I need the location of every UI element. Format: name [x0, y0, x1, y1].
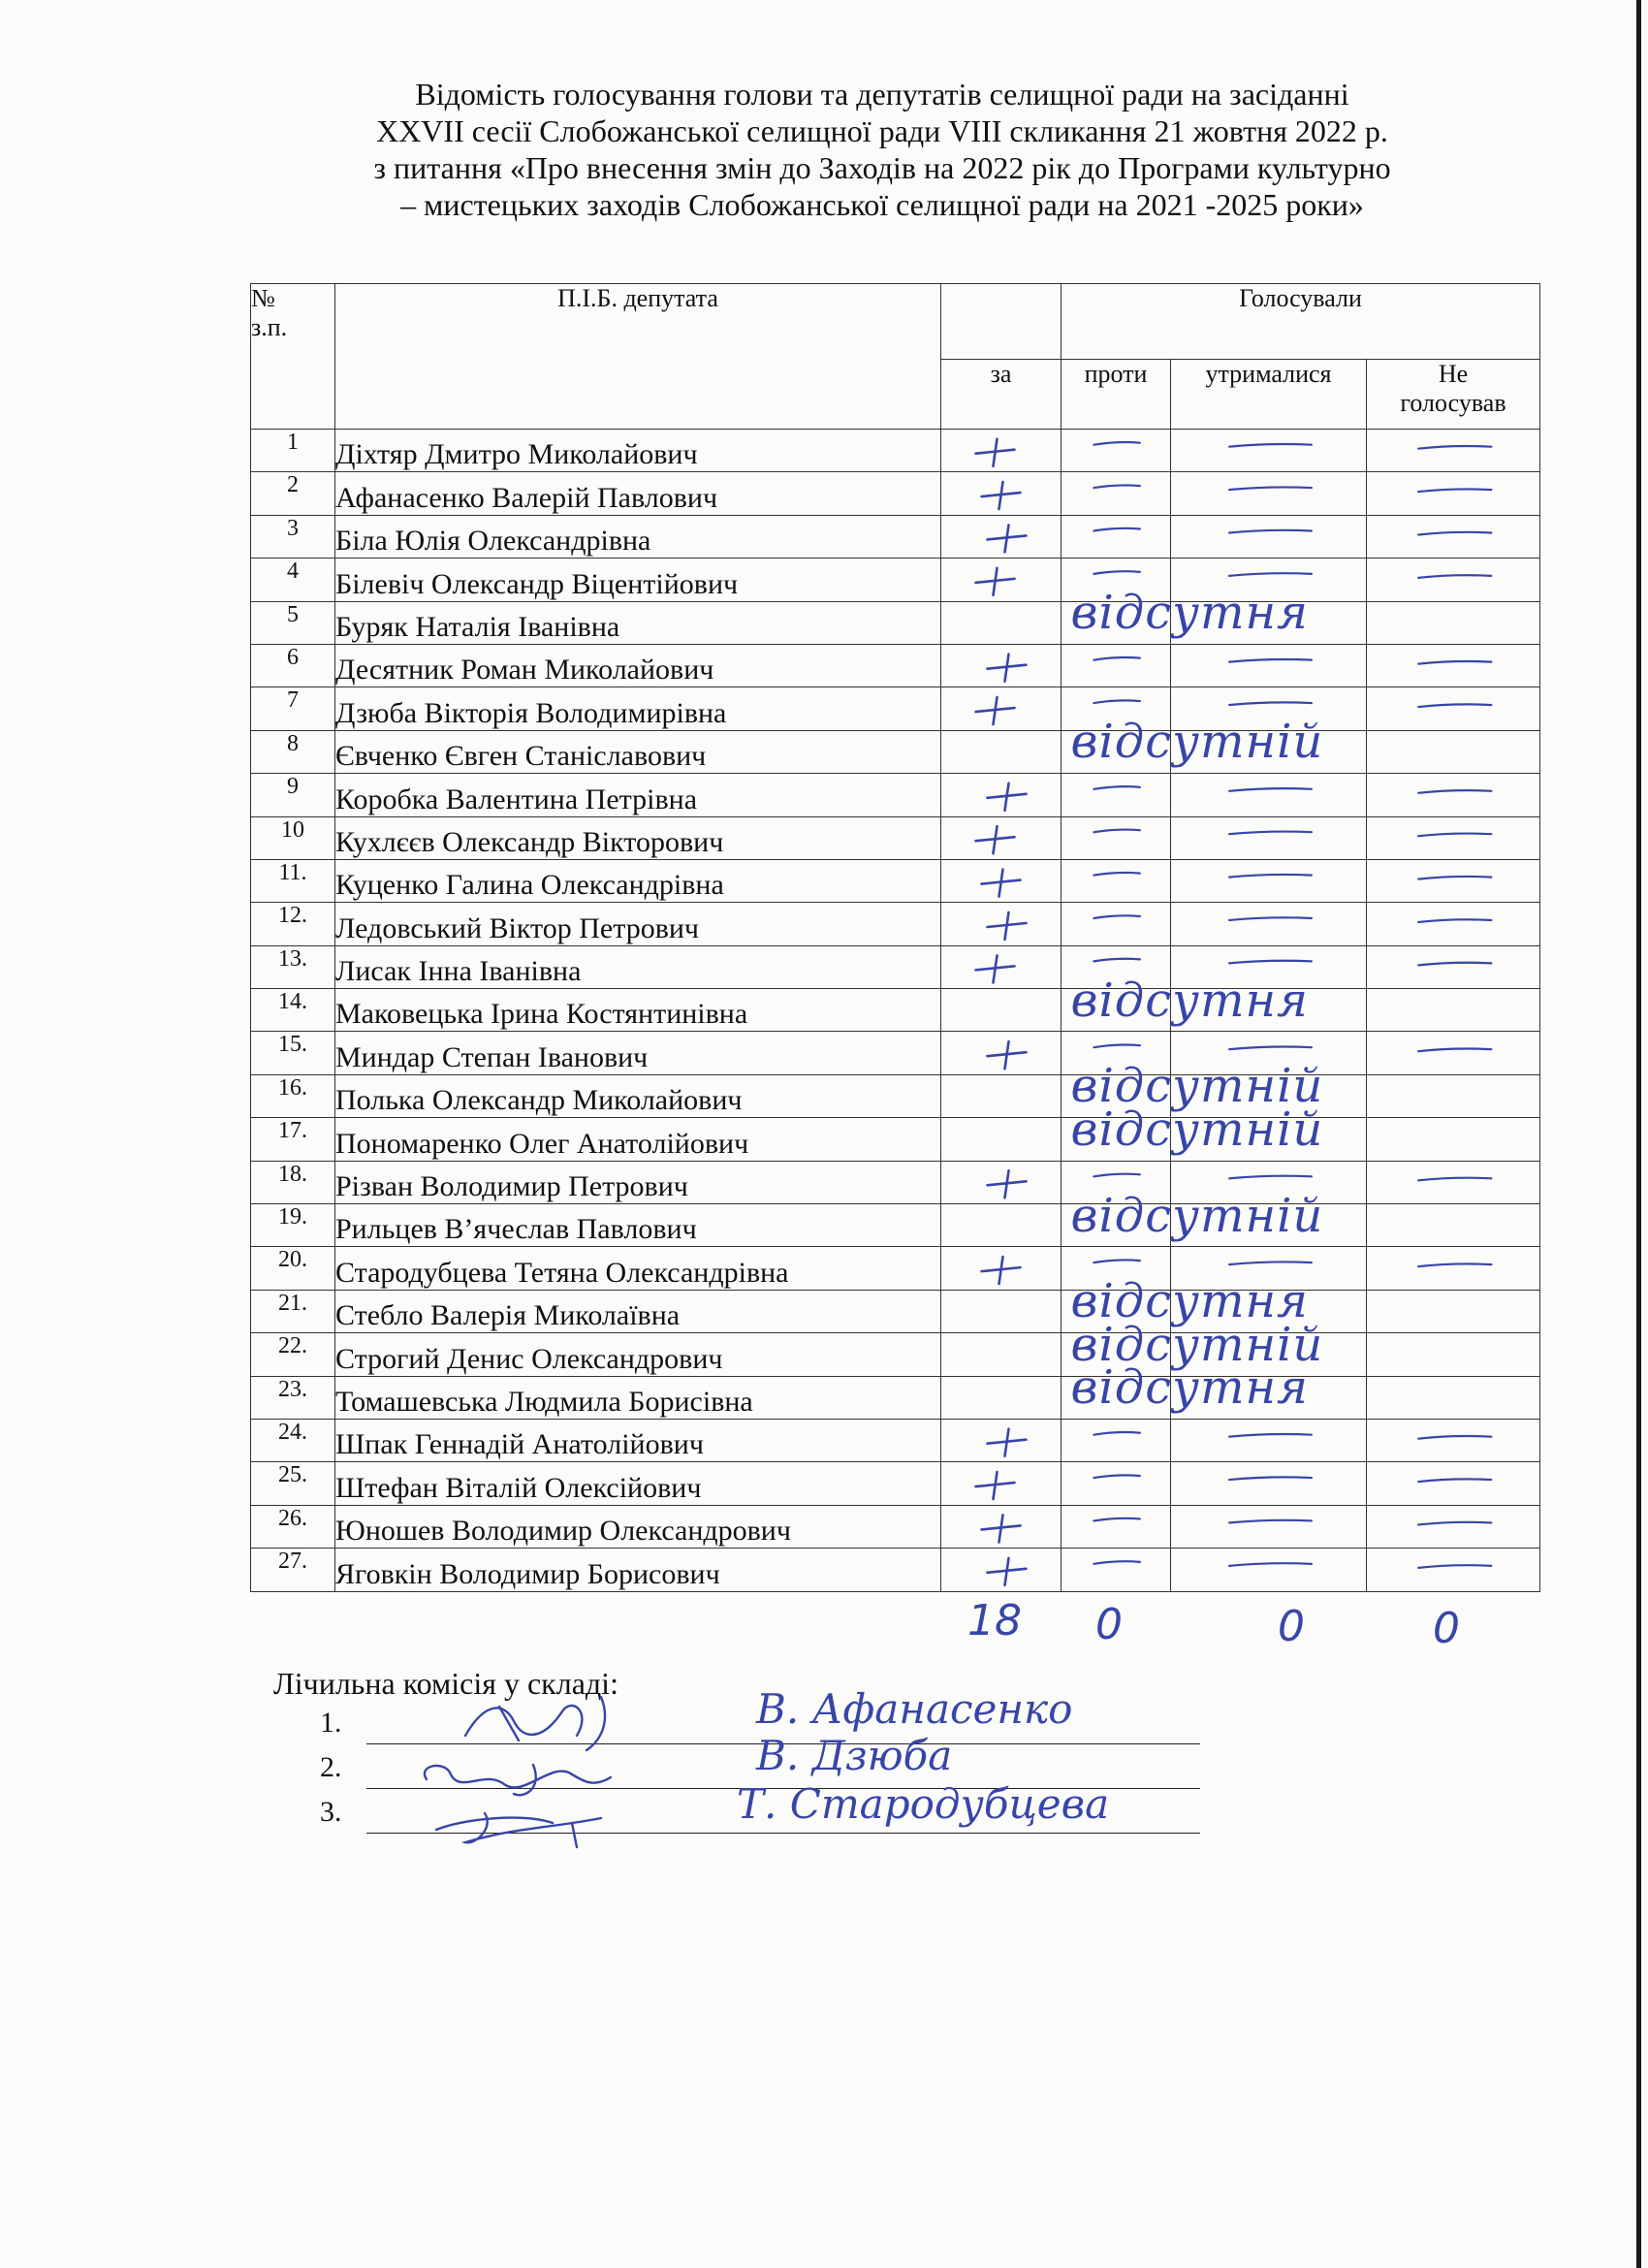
deputy-name: Маковецька Ірина Костянтинівна: [335, 989, 941, 1032]
header-name: П.І.Б. депутата: [335, 284, 941, 430]
table-row: [251, 601, 1540, 644]
vote-for-cell: [941, 730, 1062, 773]
row-number: 8: [251, 730, 335, 773]
header-number-line1: №: [251, 284, 275, 312]
row-number: 11.: [251, 859, 335, 902]
header-not-voted-line1: Не: [1438, 360, 1469, 388]
header-for: за: [941, 360, 1062, 430]
deputy-name: Шпак Геннадій Анатолійович: [335, 1419, 941, 1461]
title-line-1: Відомість голосування голови та депутатів селищної ради на засіданні: [415, 77, 1349, 112]
vote-for-cell: [941, 1074, 1062, 1117]
vote-not-voted-cell: [1367, 989, 1540, 1032]
deputy-name: Різван Володимир Петрович: [335, 1161, 941, 1203]
vote-for-cell: [941, 945, 1062, 988]
commission-name-3: Т. Стародубцева: [737, 1780, 1110, 1828]
row-number: 2: [251, 472, 335, 515]
deputy-name: Томашевська Людмила Борисівна: [335, 1376, 941, 1419]
vote-for-cell: [941, 816, 1062, 859]
deputy-name: Куценко Галина Олександрівна: [335, 859, 941, 902]
vote-not-voted-cell: [1367, 1290, 1540, 1332]
vote-not-voted-cell: [1367, 687, 1540, 730]
total-not-voted: 0: [1433, 1604, 1460, 1653]
vote-not-voted-cell: [1367, 730, 1540, 773]
vote-for-cell: [941, 989, 1062, 1032]
vote-not-voted-cell: [1367, 1032, 1540, 1074]
vote-not-voted-cell: [1367, 472, 1540, 515]
deputy-name: Біла Юлія Олександрівна: [335, 515, 941, 558]
vote-not-voted-cell: [1367, 559, 1540, 601]
vote-for-cell: [941, 1333, 1062, 1376]
row-number: 7: [251, 687, 335, 730]
table-row: [251, 644, 1540, 687]
vote-not-voted-cell: [1367, 1376, 1540, 1419]
vote-abstained-cell: [1171, 859, 1367, 902]
commission-label: Лічильна комісія у складі:: [273, 1666, 618, 1701]
row-number: 12.: [251, 903, 335, 945]
absent-note: відсутній: [1070, 715, 1324, 770]
vote-against-cell: [1062, 816, 1171, 859]
table-row: [251, 816, 1540, 859]
table-row: [251, 945, 1540, 988]
vote-abstained-cell: [1171, 472, 1367, 515]
row-number: 23.: [251, 1376, 335, 1419]
row-number: 24.: [251, 1419, 335, 1461]
row-number: 5: [251, 601, 335, 644]
commission-num-3: 3.: [320, 1796, 342, 1828]
header-abstained: утрималися: [1171, 360, 1367, 430]
total-abstained: 0: [1278, 1602, 1305, 1651]
deputy-name: Строгий Денис Олександрович: [335, 1333, 941, 1376]
absent-note: відсутній: [1070, 1059, 1324, 1114]
vote-for-cell: [941, 774, 1062, 816]
scan-edge-line: [1636, 0, 1641, 2268]
deputy-name: Яговкін Володимир Борисович: [335, 1549, 941, 1591]
vote-for-cell: [941, 1032, 1062, 1074]
row-number: 10: [251, 816, 335, 859]
deputy-name: Ледовський Віктор Петрович: [335, 903, 941, 945]
table-row: [251, 687, 1540, 730]
total-against: 0: [1095, 1600, 1123, 1649]
row-number: 21.: [251, 1290, 335, 1332]
header-against: проти: [1062, 360, 1171, 430]
vote-against-cell: [1062, 1419, 1171, 1461]
voting-table-body: [251, 430, 1540, 1592]
vote-abstained-cell: [1171, 515, 1367, 558]
deputy-name: Діхтяр Дмитро Миколайович: [335, 430, 941, 472]
vote-not-voted-cell: [1367, 515, 1540, 558]
table-row: [251, 859, 1540, 902]
total-for: 18: [967, 1596, 1022, 1645]
header-blank: [941, 284, 1062, 360]
table-row: [251, 1376, 1540, 1419]
header-number: [251, 284, 335, 430]
deputy-name: Білевіч Олександр Віцентійович: [335, 559, 941, 601]
vote-against-cell: [1062, 1462, 1171, 1505]
deputy-name: Полька Олександр Миколайович: [335, 1074, 941, 1117]
deputy-name: Дзюба Вікторія Володимирівна: [335, 687, 941, 730]
vote-abstained-cell: [1171, 903, 1367, 945]
vote-abstained-cell: [1171, 430, 1367, 472]
table-row: [251, 1118, 1540, 1161]
signature-2-stroke: [425, 1765, 611, 1795]
header-not-voted: [1367, 360, 1540, 430]
vote-for-cell: [941, 472, 1062, 515]
row-number: 17.: [251, 1118, 335, 1161]
vote-for-cell: [941, 687, 1062, 730]
vote-against-cell: [1062, 1505, 1171, 1548]
vote-for-cell: [941, 1161, 1062, 1203]
row-number: 4: [251, 559, 335, 601]
table-row: [251, 989, 1540, 1032]
vote-not-voted-cell: [1367, 816, 1540, 859]
table-row: [251, 1505, 1540, 1548]
absent-note: відсутня: [1070, 973, 1309, 1028]
vote-not-voted-cell: [1367, 1161, 1540, 1203]
vote-not-voted-cell: [1367, 601, 1540, 644]
vote-for-cell: [941, 1118, 1062, 1161]
deputy-name: Коробка Валентина Петрівна: [335, 774, 941, 816]
deputy-name: Штефан Віталій Олексійович: [335, 1462, 941, 1505]
absent-note: відсутній: [1070, 1188, 1324, 1243]
title-line-2: XXVII сесії Слобожанської селищної ради VIII скликання 21 жовтня 2022 р.: [376, 113, 1388, 148]
table-row: [251, 1032, 1540, 1074]
voting-table: [250, 283, 1540, 1592]
signature-3-stroke: [436, 1813, 601, 1847]
vote-abstained-cell: [1171, 1462, 1367, 1505]
commission-num-1: 1.: [320, 1707, 342, 1739]
deputy-name: Юношев Володимир Олександрович: [335, 1505, 941, 1548]
deputy-name: Рильцев В’ячеслав Павлович: [335, 1204, 941, 1247]
vote-for-cell: [941, 1376, 1062, 1419]
vote-for-cell: [941, 903, 1062, 945]
vote-not-voted-cell: [1367, 1549, 1540, 1591]
absent-note: відсутній: [1070, 1102, 1324, 1157]
vote-against-cell: [1062, 430, 1171, 472]
row-number: 3: [251, 515, 335, 558]
row-number: 25.: [251, 1462, 335, 1505]
vote-not-voted-cell: [1367, 1419, 1540, 1461]
title-line-3: з питання «Про внесення змін до Заходів на 2022 рік до Програми культурно: [373, 150, 1391, 185]
table-row: [251, 903, 1540, 945]
vote-abstained-cell: [1171, 816, 1367, 859]
deputy-name: Буряк Наталія Іванівна: [335, 601, 941, 644]
vote-for-cell: [941, 601, 1062, 644]
vote-not-voted-cell: [1367, 1204, 1540, 1247]
row-number: 22.: [251, 1333, 335, 1376]
vote-for-cell: [941, 430, 1062, 472]
vote-abstained-cell: [1171, 774, 1367, 816]
vote-abstained-cell: [1171, 644, 1367, 687]
vote-against-cell: [1062, 1549, 1171, 1591]
deputy-name: Євченко Євген Станіславович: [335, 730, 941, 773]
table-row: [251, 1462, 1540, 1505]
vote-for-cell: [941, 1247, 1062, 1290]
commission-name-2: В. Дзюба: [756, 1732, 953, 1779]
deputy-name: Кухлєєв Олександр Вікторович: [335, 816, 941, 859]
deputy-name: Миндар Степан Іванович: [335, 1032, 941, 1074]
vote-against-cell: [1062, 774, 1171, 816]
vote-abstained-cell: [1171, 1549, 1367, 1591]
table-row: [251, 730, 1540, 773]
vote-not-voted-cell: [1367, 1247, 1540, 1290]
vote-not-voted-cell: [1367, 1118, 1540, 1161]
vote-not-voted-cell: [1367, 774, 1540, 816]
row-number: 16.: [251, 1074, 335, 1117]
row-number: 14.: [251, 989, 335, 1032]
vote-against-cell: [1062, 515, 1171, 558]
deputy-name: Афанасенко Валерій Павлович: [335, 472, 941, 515]
table-row: [251, 472, 1540, 515]
vote-against-cell: [1062, 472, 1171, 515]
row-number: 9: [251, 774, 335, 816]
row-number: 1: [251, 430, 335, 472]
vote-for-cell: [941, 1419, 1062, 1461]
row-number: 6: [251, 644, 335, 687]
vote-abstained-cell: [1171, 1419, 1367, 1461]
vote-for-cell: [941, 559, 1062, 601]
row-number: 27.: [251, 1549, 335, 1591]
vote-for-cell: [941, 1549, 1062, 1591]
deputy-name: Стародубцева Тетяна Олександрівна: [335, 1247, 941, 1290]
signature-1-stroke: [465, 1697, 605, 1750]
deputy-name: Лисак Інна Іванівна: [335, 945, 941, 988]
row-number: 20.: [251, 1247, 335, 1290]
vote-not-voted-cell: [1367, 1505, 1540, 1548]
table-row: [251, 774, 1540, 816]
vote-for-cell: [941, 644, 1062, 687]
vote-not-voted-cell: [1367, 1462, 1540, 1505]
vote-for-cell: [941, 1290, 1062, 1332]
table-row: [251, 1074, 1540, 1117]
commission-name-1: В. Афанасенко: [756, 1685, 1073, 1733]
header-not-voted-line2: голосував: [1400, 389, 1506, 417]
signature-scribbles: [407, 1682, 698, 1857]
absent-note: відсутня: [1070, 1360, 1309, 1416]
deputy-name: Стебло Валерія Миколаївна: [335, 1290, 941, 1332]
header-voted: Голосували: [1062, 284, 1540, 360]
row-number: 15.: [251, 1032, 335, 1074]
vote-for-cell: [941, 859, 1062, 902]
vote-for-cell: [941, 515, 1062, 558]
table-row: [251, 1161, 1540, 1203]
vote-for-cell: [941, 1462, 1062, 1505]
absent-note: відсутній: [1070, 1317, 1324, 1372]
document-title: [233, 76, 1532, 223]
table-row: [251, 1290, 1540, 1332]
header-number-line2: з.п.: [251, 313, 288, 341]
vote-not-voted-cell: [1367, 903, 1540, 945]
table-row: [251, 1247, 1540, 1290]
row-number: 26.: [251, 1505, 335, 1548]
absent-note: відсутня: [1070, 586, 1309, 641]
row-number: 13.: [251, 945, 335, 988]
vote-for-cell: [941, 1505, 1062, 1548]
table-row: [251, 1333, 1540, 1376]
vote-not-voted-cell: [1367, 945, 1540, 988]
table-row: [251, 559, 1540, 601]
vote-against-cell: [1062, 903, 1171, 945]
deputy-name: Десятник Роман Миколайович: [335, 644, 941, 687]
vote-not-voted-cell: [1367, 1074, 1540, 1117]
title-line-4: – мистецьких заходів Слобожанської селищної ради на 2021 -2025 роки»: [400, 187, 1364, 222]
absent-note: відсутня: [1070, 1274, 1309, 1329]
table-row: [251, 515, 1540, 558]
row-number: 18.: [251, 1161, 335, 1203]
vote-abstained-cell: [1171, 1505, 1367, 1548]
vote-against-cell: [1062, 644, 1171, 687]
table-row: [251, 430, 1540, 472]
vote-not-voted-cell: [1367, 859, 1540, 902]
vote-against-cell: [1062, 859, 1171, 902]
deputy-name: Пономаренко Олег Анатолійович: [335, 1118, 941, 1161]
vote-for-cell: [941, 1204, 1062, 1247]
row-number: 19.: [251, 1204, 335, 1247]
table-row: [251, 1419, 1540, 1461]
vote-not-voted-cell: [1367, 430, 1540, 472]
commission-num-2: 2.: [320, 1751, 342, 1783]
table-row: [251, 1204, 1540, 1247]
table-row: [251, 1549, 1540, 1591]
vote-not-voted-cell: [1367, 1333, 1540, 1376]
vote-not-voted-cell: [1367, 644, 1540, 687]
